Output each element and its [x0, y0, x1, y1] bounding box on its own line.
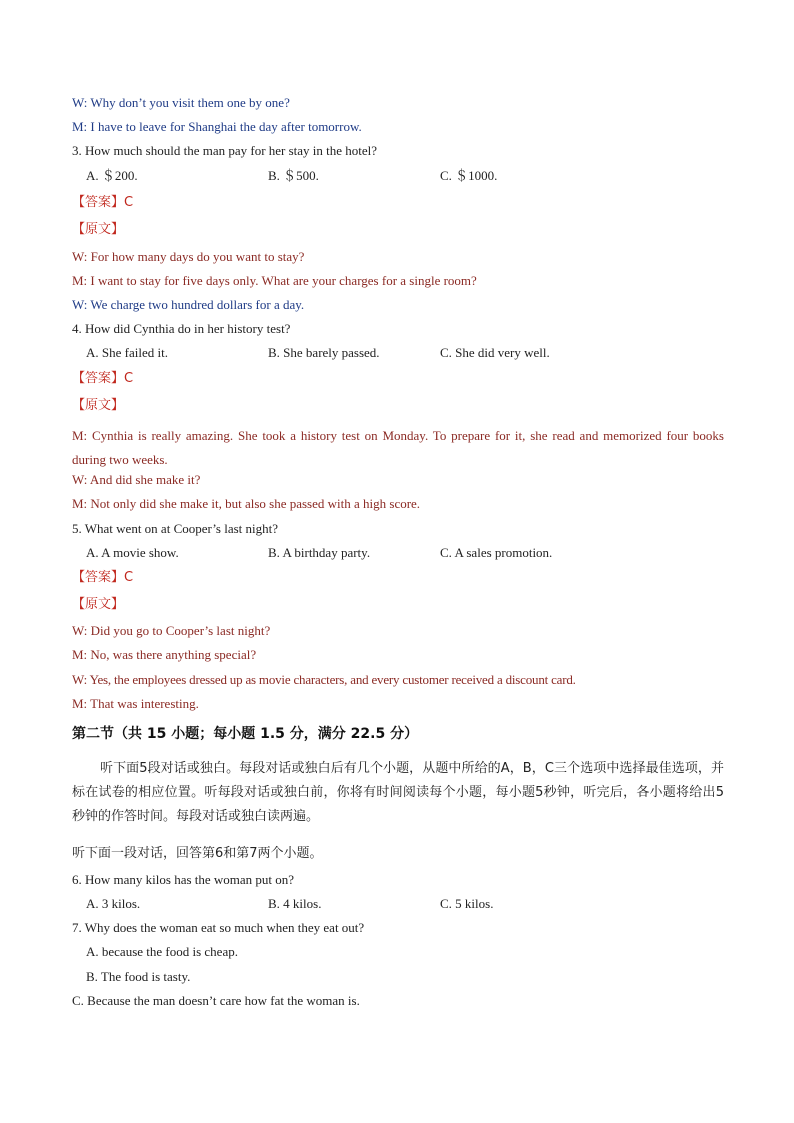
q3-answer: 【答案】C	[72, 195, 134, 210]
q5-option-c: C. A sales promotion.	[440, 545, 553, 560]
q3-script-line: W: For how many days do you want to stay?	[72, 249, 305, 264]
q3-script-label: 【原文】	[72, 222, 125, 237]
dialog-intro: 听下面一段对话，回答第6和第7两个小题。	[72, 846, 323, 861]
question-3-stem: 3. How much should the man pay for her stay in the hotel?	[72, 143, 378, 158]
dialog-line: M: I have to leave for Shanghai the day after tomorrow.	[72, 119, 362, 134]
q3-script-line: W: We charge two hundred dollars for a day.	[72, 297, 305, 312]
q5-option-b: B. A birthday party.	[268, 545, 371, 560]
q4-option-c: C. She did very well.	[440, 345, 550, 360]
q5-script-line: M: That was interesting.	[72, 696, 199, 711]
q3-script-line: M: I want to stay for five days only. What are your charges for a single room?	[72, 273, 477, 288]
q4-answer: 【答案】C	[72, 371, 134, 386]
q4-option-b: B. She barely passed.	[268, 345, 380, 360]
q5-answer: 【答案】C	[72, 570, 134, 585]
q7-option-b: B. The food is tasty.	[86, 969, 191, 984]
q7-option-a: A. because the food is cheap.	[86, 944, 238, 959]
q4-script-line: M: Cynthia is really amazing. She took a history test on Monday. To prepare for it, she read and memorized four books during two weeks.	[72, 428, 724, 467]
section-instructions: 听下面5段对话或独白。每段对话或独白后有几个小题，从题中所给的A，B，C三个选项中选择最佳选项，并标在试卷的相应位置。听每段对话或独白前，你将有时间阅读每个小题，每小题5秒钟，听完后，各小题将给出5秒钟的作答时间。每段对话或独白读两遍。	[72, 761, 724, 824]
question-6-stem: 6. How many kilos has the woman put on?	[72, 872, 295, 887]
q5-script-line: W: Did you go to Cooper’s last night?	[72, 623, 271, 638]
q6-option-b: B. 4 kilos.	[268, 896, 322, 911]
question-4-stem: 4. How did Cynthia do in her history test?	[72, 321, 291, 336]
q7-option-c: C. Because the man doesn’t care how fat the woman is.	[72, 993, 360, 1008]
q5-script-label: 【原文】	[72, 597, 125, 612]
q3-option-c: C. ＄1000.	[440, 168, 498, 183]
section-heading: 第二节（共 15 小题；每小题 1.5 分，满分 22.5 分）	[72, 726, 419, 742]
q5-option-a: A. A movie show.	[86, 545, 179, 560]
q4-script-line: W: And did she make it?	[72, 472, 201, 487]
dialog-line: W: Why don’t you visit them one by one?	[72, 95, 290, 110]
q5-script-line: M: No, was there anything special?	[72, 647, 257, 662]
question-5-stem: 5. What went on at Cooper’s last night?	[72, 521, 279, 536]
q6-option-a: A. 3 kilos.	[86, 896, 141, 911]
q6-option-c: C. 5 kilos.	[440, 896, 494, 911]
q5-script-line: W: Yes, the employees dressed up as movie characters, and every customer received a discount card.	[72, 672, 576, 687]
q4-script-line: M: Not only did she make it, but also she passed with a high score.	[72, 496, 421, 511]
q4-script-label: 【原文】	[72, 398, 125, 413]
question-7-stem: 7. Why does the woman eat so much when they eat out?	[72, 920, 365, 935]
q4-option-a: A. She failed it.	[86, 345, 168, 360]
q3-option-b: B. ＄500.	[268, 168, 319, 183]
q3-option-a: A. ＄200.	[86, 168, 138, 183]
